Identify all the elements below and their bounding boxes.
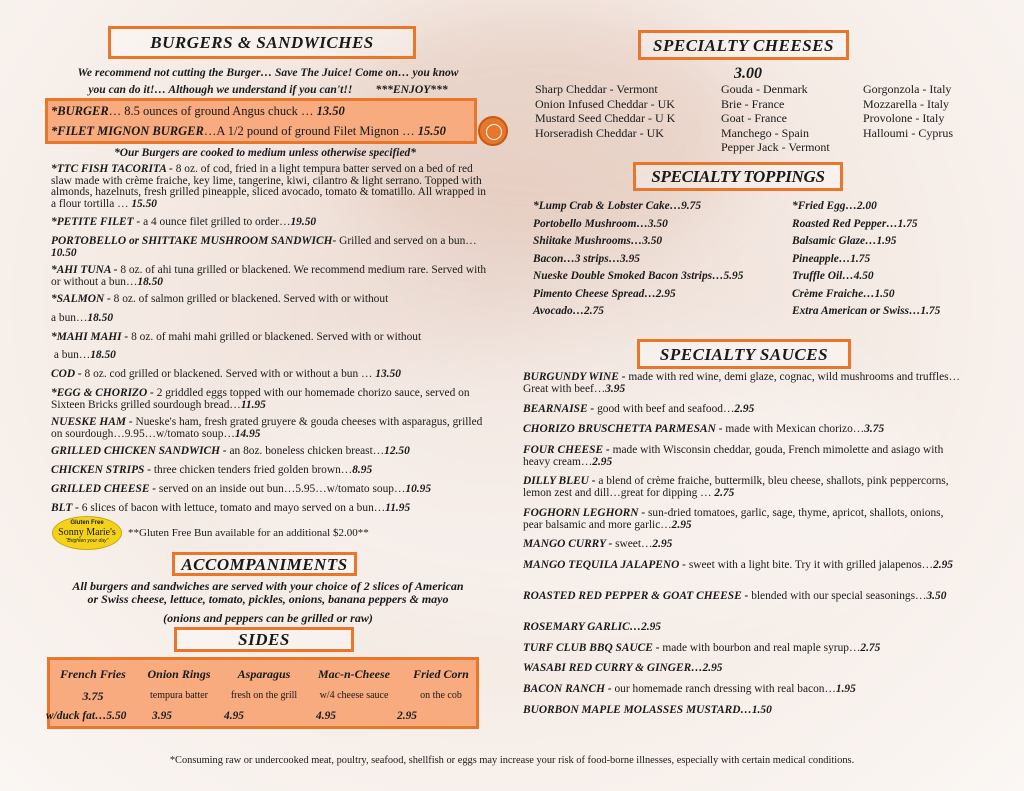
menu-item: PORTOBELLO or SHITTAKE MUSHROOM SANDWICH- Grilled and served on a bun…10.50 [51, 235, 477, 259]
burgers-intro-line2: you can do it!… Although we understand if you can't!! ***ENJOY*** [88, 83, 448, 96]
side-name: Onion Rings [147, 667, 211, 681]
logo-line2: Sonny Marie's [58, 527, 116, 538]
topping-item: *Fried Egg…2.00 [792, 200, 877, 212]
burgers-intro-line1: We recommend not cutting the Burger… Save The Juice! Come on… you know [77, 66, 459, 79]
side-price: 4.95 [316, 710, 336, 722]
topping-item: Bacon…3 strips…3.95 [533, 252, 640, 265]
side-note: fresh on the grill [230, 690, 298, 701]
toppings-title: SPECIALTY TOPPINGS [633, 162, 843, 191]
side-note: tempura batter [149, 690, 209, 701]
burgers-intro [30, 64, 506, 98]
cheese-item: Gouda - Denmark [721, 82, 808, 96]
menu-item: COD - 8 oz. cod grilled or blackened. Served with or without a bun … 13.50 [51, 368, 401, 380]
topping-item: Balsamic Glaze…1.95 [792, 235, 897, 247]
sauce-item: ROASTED RED PEPPER & GOAT CHEESE - blended with our special seasonings…3.50 [523, 590, 947, 602]
cheeses-col1 [535, 82, 675, 140]
topping-item: Shiitake Mushrooms…3.50 [533, 235, 663, 247]
cheese-item: Goat - France [721, 111, 787, 125]
topping-item: Roasted Red Pepper…1.75 [792, 217, 918, 230]
side-name: Fried Corn [413, 667, 469, 681]
featured-burger-1 [51, 104, 345, 119]
cheeses-price: 3.00 [734, 65, 762, 82]
sauce-item: MANGO CURRY - sweet…2.95 [523, 538, 673, 550]
menu-item: GRILLED CHEESE - served on an inside out bun…5.95…w/tomato soup…10.95 [51, 483, 432, 495]
burgers-title: BURGERS & SANDWICHES [108, 26, 416, 59]
sauce-item: DILLY BLEU - a blend of crème fraiche, buttermilk, bleu cheese, shallots, pink peppercorns, lemon zest and dill…great for dipping … 2.75 [523, 475, 949, 499]
sauce-item: MANGO TEQUILA JALAPENO - sweet with a light bite. Try it with grilled jalapenos…2.95 [523, 559, 953, 571]
topping-item: *Lump Crab & Lobster Cake…9.75 [533, 200, 702, 212]
cheeses-title: SPECIALTY CHEESES [638, 30, 849, 60]
menu-item: a bun…18.50 [51, 312, 114, 324]
sauce-item: ROSEMARY GARLIC…2.95 [523, 621, 661, 633]
menu-item: NUESKE HAM - Nueske's ham, fresh grated gruyere & gouda cheeses with asparagus, grilled on sourdough…9.95…w/tomato soup…14.95 [51, 416, 483, 440]
side-note: on the cob [420, 690, 462, 701]
seal-icon [478, 116, 508, 146]
menu-item: CHICKEN STRIPS - three chicken tenders fried golden brown…8.95 [51, 464, 373, 476]
featured-desc: … 8.5 ounces of ground Angus chuck … [108, 104, 317, 118]
side-price: 3.95 [152, 710, 172, 722]
featured-price: 13.50 [316, 104, 345, 118]
sauce-item: BURGUNDY WINE - made with red wine, demi glaze, cognac, wild mushrooms and truffles…Great with beef…3.95 [523, 371, 960, 395]
accompaniments-title: ACCOMPANIMENTS [172, 552, 357, 576]
cheese-item: Brie - France [721, 96, 785, 111]
topping-item: Pimento Cheese Spread…2.95 [533, 287, 676, 300]
toppings-col1 [533, 198, 743, 321]
sauce-item: FOGHORN LEGHORN - sun-dried tomatoes, garlic, sage, thyme, apricot, shallots, onions, pear balsamic and more garlic…2.95 [523, 507, 944, 531]
sauce-item: CHORIZO BRUSCHETTA PARMESAN - made with Mexican chorizo…3.75 [523, 423, 885, 435]
side-price: 2.95 [397, 710, 417, 722]
topping-item: Avocado…2.75 [533, 305, 604, 317]
cheeses-col2 [721, 82, 830, 155]
accompaniments-line3: (onions and peppers can be grilled or raw) [163, 611, 373, 625]
menu-item: *MAHI MAHI - 8 oz. of mahi mahi grilled or blackened. Served with or without [51, 331, 422, 343]
sauce-item: WASABI RED CURRY & GINGER…2.95 [523, 662, 723, 674]
menu-item: *TTC FISH TACORITA - 8 oz. of cod, fried in a light tempura batter served on a bed of red slaw made with crème fraiche, key lime, tangerine, kiwi, cilantro & light serrano. Topped with almonds, hazelnuts, fresh grilled pineapple, sliced avocado, tomato & tomatillo. All wrapped in a flour tortilla … 15.50 [51, 163, 486, 210]
topping-item: Extra American or Swiss…1.75 [792, 305, 941, 317]
cheese-item: Gorgonzola - Italy [863, 82, 952, 96]
side-note: 3.75 [82, 689, 104, 703]
accompaniments-line2: or Swiss cheese, lettuce, tomato, pickles, onions, banana peppers & mayo [87, 592, 449, 606]
featured-name: *BURGER [51, 104, 109, 118]
topping-item: Portobello Mushroom…3.50 [533, 217, 668, 230]
cheese-item: Manchego - Spain [721, 125, 809, 140]
sauce-item: BACON RANCH - our homemade ranch dressing with real bacon…1.95 [523, 683, 856, 695]
sauce-item: TURF CLUB BBQ SAUCE - made with bourbon and real maple syrup…2.75 [523, 642, 881, 654]
menu-item: *SALMON - 8 oz. of salmon grilled or blackened. Served with or without [51, 293, 389, 305]
menu-item: a bun…18.50 [51, 349, 116, 361]
cheese-item: Mustard Seed Cheddar - U K [535, 111, 676, 125]
menu-item: GRILLED CHICKEN SANDWICH - an 8oz. boneless chicken breast…12.50 [51, 445, 410, 457]
cheese-item: Provolone - Italy [863, 111, 945, 125]
side-name: Mac-n-Cheese [318, 667, 390, 681]
featured-desc: …A 1/2 pound of ground Filet Mignon … [203, 124, 418, 138]
side-name: French Fries [60, 667, 126, 681]
topping-item: Crème Fraiche…1.50 [792, 287, 895, 300]
featured-price: 15.50 [417, 124, 446, 138]
cheese-item: Sharp Cheddar - Vermont [535, 82, 658, 96]
cheese-item: Pepper Jack - Vermont [721, 140, 830, 154]
sides-title: SIDES [174, 627, 354, 652]
side-note: w/4 cheese sauce [319, 690, 389, 701]
featured-burger-2 [51, 124, 446, 139]
topping-item: Truffle Oil…4.50 [792, 270, 874, 282]
gluten-note: **Gluten Free Bun available for an additional $2.00** [128, 527, 369, 539]
sauce-item: BEARNAISE - good with beef and seafood…2.95 [523, 403, 755, 415]
sauces-title: SPECIALTY SAUCES [637, 339, 851, 369]
toppings-col2 [792, 198, 940, 321]
menu-item: BLT - 6 slices of bacon with lettuce, tomato and mayo served on a bun…11.95 [51, 502, 411, 514]
footer-disclaimer: *Consuming raw or undercooked meat, poultry, seafood, shellfish or eggs may increase your risk of food-borne illnesses, especially with certain medical conditions. [169, 755, 855, 766]
cheese-item: Horseradish Cheddar - UK [535, 125, 664, 140]
topping-item: Nueske Double Smoked Bacon 3strips…5.95 [533, 270, 744, 282]
side-price: 4.95 [224, 710, 244, 722]
logo-line3: "Brighten your day" [65, 538, 109, 544]
logo-line1: Gluten Free [70, 520, 104, 526]
cheese-item: Onion Infused Cheddar - UK [535, 96, 675, 111]
side-price: w/duck fat…5.50 [46, 710, 127, 722]
featured-name: *FILET MIGNON BURGER [51, 124, 204, 138]
accompaniments-text [30, 580, 506, 625]
cheese-item: Halloumi - Cyprus [863, 125, 953, 140]
side-name: Asparagus [237, 667, 291, 681]
sauce-item: BUORBON MAPLE MOLASSES MUSTARD…1.50 [523, 704, 772, 716]
accompaniments-line1: All burgers and sandwiches are served with your choice of 2 slices of American [72, 579, 464, 593]
topping-item: Pineapple…1.75 [792, 252, 871, 265]
menu-item: *PETITE FILET - a 4 ounce filet grilled to order…19.50 [51, 216, 317, 228]
cooked-note: *Our Burgers are cooked to medium unless otherwise specified* [114, 147, 416, 159]
sauce-item: FOUR CHEESE - made with Wisconsin cheddar, gouda, French mimolette and asiago with heavy cream…2.95 [523, 444, 944, 468]
cheeses-col3 [863, 82, 953, 140]
cheese-item: Mozzarella - Italy [863, 96, 949, 111]
sonny-maries-logo [52, 516, 122, 550]
menu-item: *AHI TUNA - 8 oz. of ahi tuna grilled or blackened. We recommend medium rare. Served with or without a bun…18.50 [51, 264, 487, 288]
menu-item: *EGG & CHORIZO - 2 griddled eggs topped with our homemade chorizo sauce, served on Sixteen Bricks grilled sourdough bread…11.95 [51, 387, 470, 411]
